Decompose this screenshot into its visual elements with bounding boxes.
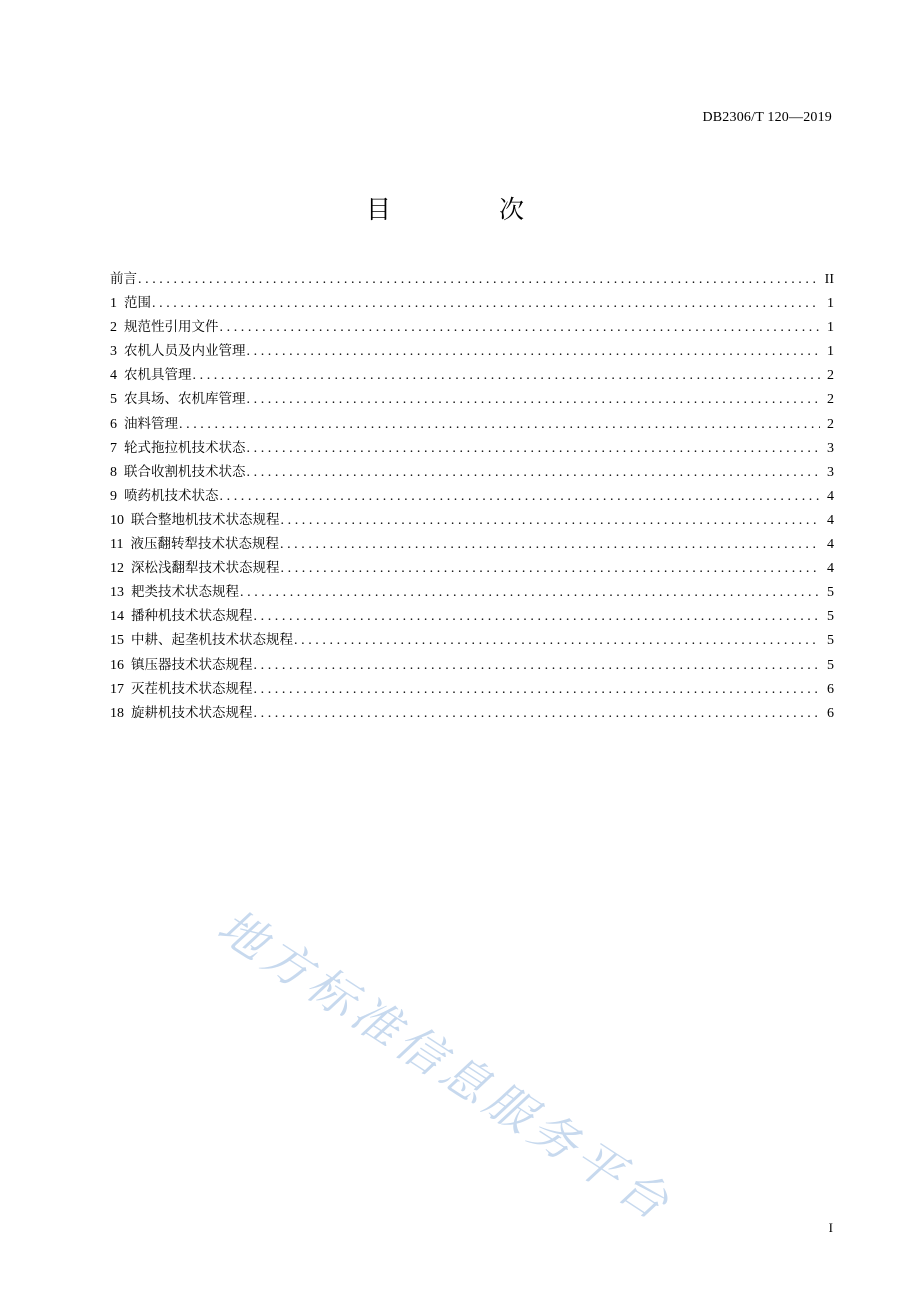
toc-entry-label: 轮式拖拉机技术状态 bbox=[124, 439, 246, 456]
toc-entry[interactable] bbox=[110, 412, 834, 436]
toc-entry-page: 5 bbox=[827, 585, 834, 601]
toc-entry[interactable] bbox=[110, 653, 834, 677]
toc-entry-page: 5 bbox=[827, 657, 834, 673]
toc-entry-page: II bbox=[824, 272, 834, 287]
toc-entry-number: 13 bbox=[110, 585, 124, 601]
toc-entry-page: 3 bbox=[827, 440, 834, 456]
toc-entry[interactable] bbox=[110, 387, 834, 411]
toc-entry-number: 5 bbox=[110, 392, 117, 408]
toc-entry-page: 5 bbox=[827, 633, 834, 649]
toc-entry-page: 4 bbox=[827, 512, 834, 528]
toc-entry-page: 6 bbox=[827, 705, 834, 721]
toc-leader-dots bbox=[254, 605, 821, 629]
toc-entry-label: 农机具管理 bbox=[124, 367, 192, 384]
toc-entry-number: 12 bbox=[110, 561, 124, 577]
toc-entry-page: 1 bbox=[827, 344, 834, 360]
toc-entry-number: 6 bbox=[110, 416, 117, 432]
toc-entry-label: 联合整地机技术状态规程 bbox=[131, 511, 280, 528]
toc-entry-label: 范围 bbox=[124, 295, 151, 312]
watermark: 地方标准信息服务平台 bbox=[207, 898, 683, 1234]
toc-entry[interactable] bbox=[110, 532, 834, 556]
toc-list bbox=[110, 267, 834, 725]
toc-entry-page: 6 bbox=[827, 681, 834, 697]
toc-leader-dots bbox=[138, 268, 820, 292]
toc-entry-page: 4 bbox=[827, 488, 834, 504]
toc-entry-label: 农具场、农机库管理 bbox=[124, 391, 246, 408]
toc-entry[interactable] bbox=[110, 291, 834, 315]
toc-entry-page: 2 bbox=[827, 392, 834, 408]
toc-entry-page: 1 bbox=[827, 296, 834, 312]
toc-entry-page: 4 bbox=[827, 537, 834, 553]
toc-entry-number: 14 bbox=[110, 609, 124, 625]
toc-entry-label: 中耕、起垄机技术状态规程 bbox=[131, 632, 293, 649]
toc-leader-dots bbox=[240, 581, 820, 605]
toc-leader-dots bbox=[254, 702, 821, 726]
toc-entry-page: 4 bbox=[827, 561, 834, 577]
toc-leader-dots bbox=[280, 533, 820, 557]
toc-entry-number: 2 bbox=[110, 320, 117, 336]
toc-leader-dots bbox=[193, 364, 821, 388]
toc-leader-dots bbox=[247, 388, 821, 412]
document-code: DB2306/T 120—2019 bbox=[702, 110, 832, 125]
toc-leader-dots bbox=[179, 413, 820, 437]
toc-entry-label: 规范性引用文件 bbox=[124, 319, 219, 336]
toc-leader-dots bbox=[281, 557, 821, 581]
toc-entry-number: 3 bbox=[110, 344, 117, 360]
toc-entry-label: 油料管理 bbox=[124, 415, 178, 432]
toc-entry-page: 2 bbox=[827, 368, 834, 384]
toc-entry-label: 液压翻转犁技术状态规程 bbox=[130, 536, 279, 553]
toc-leader-dots bbox=[254, 654, 821, 678]
toc-entry-number: 9 bbox=[110, 488, 117, 504]
toc-leader-dots bbox=[294, 629, 820, 653]
toc-entry[interactable] bbox=[110, 556, 834, 580]
toc-entry-page: 5 bbox=[827, 609, 834, 625]
toc-title: 目 次 bbox=[366, 195, 574, 224]
toc-entry[interactable] bbox=[110, 436, 834, 460]
toc-entry[interactable] bbox=[110, 315, 834, 339]
toc-leader-dots bbox=[247, 437, 821, 461]
toc-entry[interactable] bbox=[110, 363, 834, 387]
toc-leader-dots bbox=[220, 485, 821, 509]
toc-entry-page: 2 bbox=[827, 416, 834, 432]
toc-leader-dots bbox=[152, 292, 820, 316]
toc-leader-dots bbox=[281, 509, 821, 533]
toc-entry-number: 15 bbox=[110, 633, 124, 649]
toc-entry-number: 10 bbox=[110, 512, 124, 528]
toc-entry[interactable] bbox=[110, 339, 834, 363]
toc-entry-page: 1 bbox=[827, 320, 834, 336]
toc-entry-label: 耙类技术状态规程 bbox=[131, 584, 239, 601]
page-number: I bbox=[828, 1220, 833, 1235]
toc-leader-dots bbox=[247, 340, 821, 364]
toc-entry[interactable] bbox=[110, 701, 834, 725]
toc-entry[interactable] bbox=[110, 580, 834, 604]
toc-entry-label: 灭茬机技术状态规程 bbox=[131, 680, 253, 697]
toc-entry-number: 16 bbox=[110, 657, 124, 673]
toc-entry[interactable] bbox=[110, 508, 834, 532]
toc-leader-dots bbox=[254, 678, 821, 702]
toc-entry-number: 4 bbox=[110, 368, 117, 384]
toc-entry[interactable] bbox=[110, 677, 834, 701]
toc-leader-dots bbox=[220, 316, 821, 340]
toc-entry-label: 联合收割机技术状态 bbox=[124, 463, 246, 480]
toc-entry[interactable] bbox=[110, 460, 834, 484]
toc-entry-number: 18 bbox=[110, 705, 124, 721]
toc-entry-label: 镇压器技术状态规程 bbox=[131, 656, 253, 673]
toc-entry[interactable] bbox=[110, 604, 834, 628]
toc-entry-label: 喷药机技术状态 bbox=[124, 487, 219, 504]
toc-entry[interactable] bbox=[110, 267, 834, 291]
toc-entry-number: 7 bbox=[110, 440, 117, 456]
toc-entry-label: 播种机技术状态规程 bbox=[131, 608, 253, 625]
toc-entry-number: 8 bbox=[110, 464, 117, 480]
toc-entry-label: 前言 bbox=[110, 271, 137, 287]
toc-entry-label: 农机人员及内业管理 bbox=[124, 343, 246, 360]
toc-entry-number: 1 bbox=[110, 296, 117, 312]
toc-entry-page: 3 bbox=[827, 464, 834, 480]
toc-leader-dots bbox=[247, 461, 821, 485]
toc-entry-number: 11 bbox=[110, 537, 124, 553]
toc-entry-label: 旋耕机技术状态规程 bbox=[131, 704, 253, 721]
toc-entry-number: 17 bbox=[110, 681, 124, 697]
toc-entry[interactable] bbox=[110, 484, 834, 508]
toc-entry-label: 深松浅翻犁技术状态规程 bbox=[131, 560, 280, 577]
toc-entry[interactable] bbox=[110, 628, 834, 652]
